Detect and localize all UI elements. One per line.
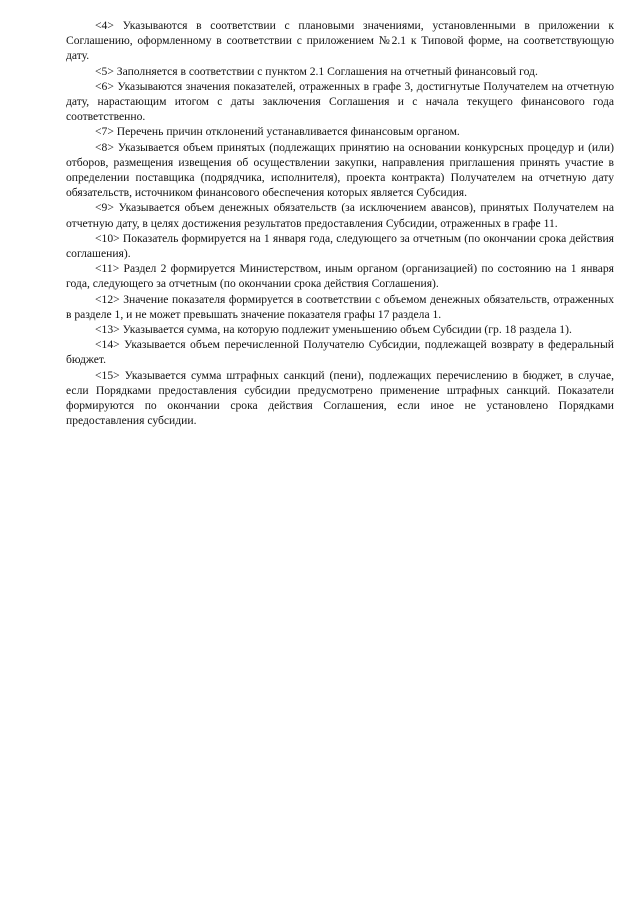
footnote-text: Показатель формируется на 1 января года, следующего за отчетным (по окончании срока действия соглашения). bbox=[66, 231, 614, 261]
footnote-marker: <6> bbox=[95, 79, 114, 93]
footnote-text: Значение показателя формируется в соответствии с объемом денежных обязательств, отраженных в разделе 1, и не может превышать значение показателя графы 17 раздела 1. bbox=[66, 292, 615, 321]
footnote-marker: <15> bbox=[95, 368, 120, 382]
footnote-marker: <11> bbox=[95, 262, 120, 276]
footnote-5 bbox=[66, 64, 614, 79]
footnote-marker: <13> bbox=[95, 323, 120, 337]
footnote-text: Перечень причин отклонений устанавливается финансовым органом. bbox=[116, 125, 460, 139]
footnote-marker: <4> bbox=[95, 19, 114, 32]
footnote-text: Указывается объем перечисленной Получателю Субсидии, подлежащей возврату в федеральный бюджет. bbox=[66, 338, 614, 367]
footnote-marker: <7> bbox=[95, 125, 114, 139]
footnote-marker: <10> bbox=[95, 231, 120, 245]
footnote-text: Указываются значения показателей, отраженных в графе 3, достигнутые Получателем на отчетную дату, нарастающим итогом с даты заключения Соглашения и с начала текущего финансового года соответственно. bbox=[66, 79, 614, 124]
footnote-15 bbox=[66, 368, 614, 429]
footnote-marker: <5> bbox=[95, 64, 114, 78]
footnote-7 bbox=[66, 124, 614, 139]
footnote-4 bbox=[66, 18, 614, 64]
footnote-11 bbox=[66, 261, 614, 291]
footnote-text: Указывается объем денежных обязательств (за исключением авансов), принятых Получателем на отчетную дату, в целях достижения результатов предоставления Субсидии, отраженных в графе 11. bbox=[66, 201, 615, 230]
footnote-text: Указывается объем принятых (подлежащих принятию на основании конкурсных процедур и (или) отборов, размещения извещения об осуществлении закупки, направления приглашения принять участие в определении поставщика (подрядчика, исполнителя), проекта контракта) Получателем на отчетную дату обязательств, источником финансового обеспечения которых является Субсидия. bbox=[66, 140, 614, 200]
footnote-12 bbox=[66, 292, 614, 322]
footnote-text: Заполняется в соответствии с пунктом 2.1 Соглашения на отчетный финансовый год. bbox=[116, 64, 538, 78]
footnote-6 bbox=[66, 79, 614, 125]
footnote-marker: <9> bbox=[95, 201, 114, 215]
footnote-text: Указывается сумма штрафных санкций (пени), подлежащих перечислению в бюджет, в случае, если Порядками предоставления субсидии предусмотрено применение штрафных санкций. Показатели формируются по окончании срока действия Соглашения, если иное не установлено Порядками предоставления субсидии. bbox=[66, 368, 614, 428]
footnote-text: Указываются в соответствии с плановыми значениями, установленными в приложении к Соглашению, оформленному в соответствии с приложением №2.1 к Типовой форме, на соответствующую дату. bbox=[66, 19, 614, 63]
footnote-text: Раздел 2 формируется Министерством, иным органом (организацией) по состоянию на 1 января года, следующего за отчетным (по окончании срока действия Соглашения). bbox=[66, 262, 614, 291]
footnote-marker: <14> bbox=[95, 338, 120, 352]
footnote-marker: <12> bbox=[95, 292, 120, 306]
footnote-9 bbox=[66, 200, 614, 230]
footnote-text: Указывается сумма, на которую подлежит уменьшению объем Субсидии (гр. 18 раздела 1). bbox=[122, 323, 572, 337]
footnote-marker: <8> bbox=[95, 140, 114, 154]
footnote-13 bbox=[66, 322, 614, 337]
footnote-14 bbox=[66, 337, 614, 367]
footnotes-page bbox=[66, 18, 614, 428]
footnote-10 bbox=[66, 231, 614, 261]
footnote-8 bbox=[66, 140, 614, 201]
